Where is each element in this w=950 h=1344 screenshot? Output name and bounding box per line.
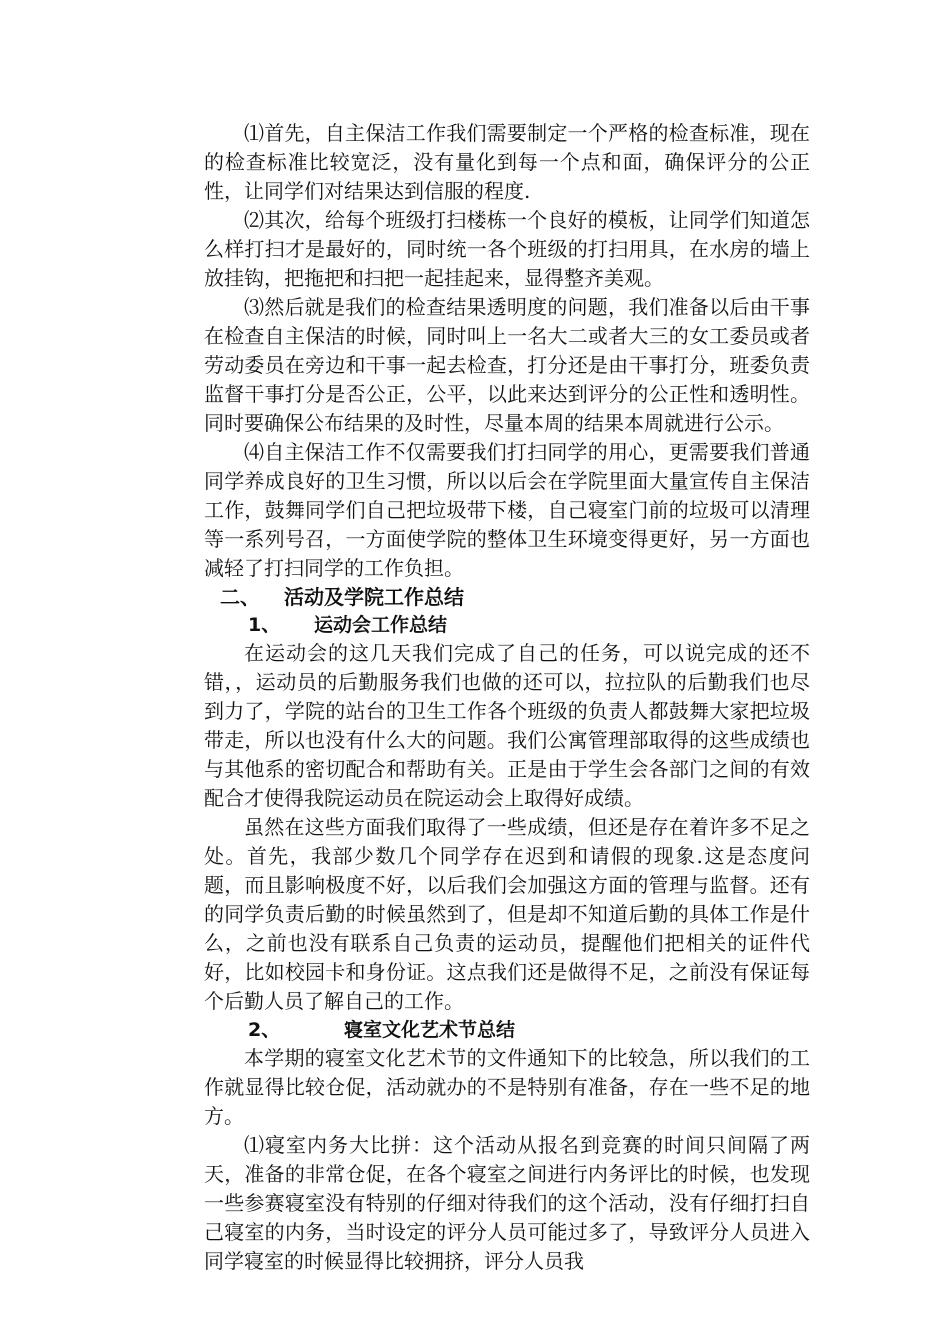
subheading-number: 2、 <box>248 1019 281 1041</box>
paragraph-inspection-standard: ⑴首先，自主保洁工作我们需要制定一个严格的检查标准，现在的检查标准比较宽泛，没有量化到每一个点和面，确保评分的公正性，让同学们对结果达到信服的程度. <box>204 121 810 203</box>
paragraph-sports-meet-shortcomings: 虽然在这些方面我们取得了一些成绩，但还是存在着许多不足之处。首先，我部少数几个同学存在迟到和请假的现象.这是态度问题，而且影响极度不好，以后我们会加强这方面的管理与监督。还有的同学负责后勤的时候虽然到了，但是却不知道后勤的具体工作是什么，之前也没有联系自己负责的运动员，提醒他们把相关的证件代好，比如校园卡和身份证。这点我们还是做得不足，之前没有保证每个后勤人员了解自己的工作。 <box>204 815 810 1013</box>
subheading-title: 寝室文化艺术节总结 <box>344 1019 516 1041</box>
section-title: 活动及学院工作总结 <box>284 585 464 609</box>
paragraph-dorm-competition: ⑴寝室内务大比拼：这个活动从报名到竞赛的时间只间隔了两天，准备的非常仓促，在各个寝室之间进行内务评比的时候，也发现一些参赛寝室没有特别的仔细对待我们的这个活动，没有仔细打扫自己寝室的内务，当时设定的评分人员可能过多了，导致评分人员进入同学寝室的时候显得比较拥挤，评分人员我 <box>204 1133 810 1273</box>
paragraph-sports-meet-achievements: 在运动会的这几天我们完成了自己的任务，可以说完成的还不错，，运动员的后勤服务我们也做的还可以，拉拉队的后勤我们也尽到力了，学院的站台的卫生工作各个班级的负责人都鼓舞大家把垃圾带走，所以也没有什么大的问题。我们公寓管理部取得的这些成绩也与其他系的密切配合和帮助有关。正是由于学生会各部门之间的有效配合才使得我院运动员在院运动会上取得好成绩。 <box>204 641 810 810</box>
section-heading-activities <box>220 583 826 611</box>
section-number: 二、 <box>220 585 260 609</box>
paragraph-hygiene-habits: ⑷自主保洁工作不仅需要我们打扫同学的用心，更需要我们普通同学养成良好的卫生习惯，所以以后会在学院里面大量宣传自主保洁工作，鼓舞同学们自己把垃圾带下楼，自己寝室门前的垃圾可以清理等一系列号召，一方面使学院的整体卫生环境变得更好，另一方面也减轻了打扫同学的工作负担。 <box>204 440 810 580</box>
document-page <box>204 119 810 1276</box>
paragraph-transparency: ⑶然后就是我们的检查结果透明度的问题，我们准备以后由干事在检查自主保洁的时候，同时叫上一名大二或者大三的女工委员或者劳动委员在旁边和干事一起去检查，打分还是由干事打分，班委负责监督干事打分是否公正，公平，以此来达到评分的公正性和透明性。同时要确保公布结果的及时性，尽量本周的结果本周就进行公示。 <box>204 295 810 435</box>
paragraph-cleaning-template: ⑵其次，给每个班级打扫楼栋一个良好的模板，让同学们知道怎么样打扫才是最好的，同时统一各个班级的打扫用具，在水房的墙上放挂钩，把拖把和扫把一起挂起来，显得整齐美观。 <box>204 208 810 290</box>
subheading-title: 运动会工作总结 <box>314 614 448 636</box>
subheading-dorm-culture-festival <box>248 1016 854 1044</box>
subheading-sports-meet <box>248 611 854 639</box>
paragraph-festival-intro: 本学期的寝室文化艺术节的文件通知下的比较急，所以我们的工作就显得比较仓促，活动就办的不是特别有准备，存在一些不足的地方。 <box>204 1046 810 1128</box>
subheading-number: 1、 <box>248 614 281 636</box>
